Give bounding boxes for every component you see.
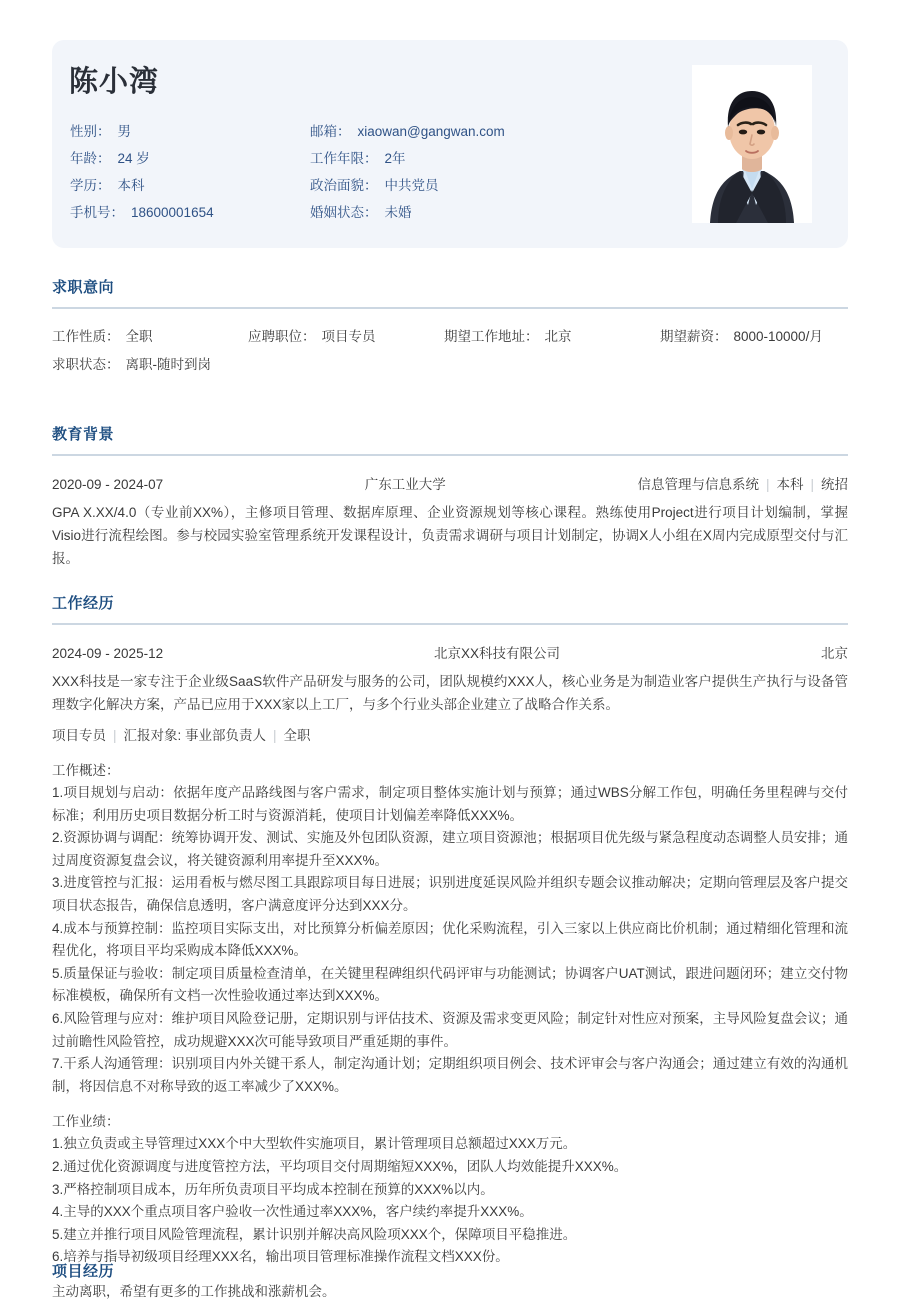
- work-company-intro: XXX科技是一家专注于企业级SaaS软件产品研发与服务的公司，团队规模约XXX人，核心业务是为制造业客户提供生产执行与设备管理数字化解决方案，产品已应用于XXX家以上工厂，与多个行业头部企业建立了战略合作关系。: [52, 674, 848, 712]
- section-title-job-intention: 求职意向: [52, 279, 115, 296]
- work-job-type: 全职: [283, 728, 311, 743]
- education-entry-header: [52, 473, 848, 493]
- section-education: [52, 425, 848, 570]
- profile-field-age-label: 年龄：: [70, 151, 111, 166]
- work-leave-reason: 主动离职，希望有更多的工作挑战和涨薪机会。: [52, 1283, 336, 1299]
- profile-field-marital: [310, 199, 650, 226]
- profile-field-political-value: 中共党员: [384, 178, 439, 193]
- intent-field-position-value: 项目专员: [321, 329, 376, 344]
- profile-field-age: [70, 145, 310, 172]
- intent-field-status-value: 离职-随时到岗: [125, 357, 211, 372]
- profile-field-experience-value: 2年: [384, 151, 406, 166]
- education-admission: 统招: [821, 477, 848, 492]
- job-intention-row-1: [52, 323, 848, 351]
- section-divider: [52, 454, 848, 456]
- page-title: 陈小湾: [69, 66, 160, 98]
- profile-field-gender-value: 男: [117, 124, 131, 139]
- work-overview-item: 3.进度管控与汇报：运用看板与燃尽图工具跟踪项目每日进展；识别进度延误风险并组织专题会议推动解决；定期向管理层及客户提交项目状态报告，确保信息透明，客户满意度评分达到XXX分。: [52, 875, 848, 913]
- education-description: GPA X.XX/4.0（专业前XX%），主修项目管理、数据库原理、企业资源规划等核心课程。熟练使用Project进行项目计划编制，掌握Visio进行流程绘图。参与校园实验室管理系统开发课程设计，负责需求调研与项目计划制定，协调X人小组在X周内完成原型交付与汇报。: [52, 505, 848, 566]
- profile-info-grid: [70, 118, 670, 226]
- work-achievement-item: 6.培养与指导初级项目经理XXX名，输出项目管理标准操作流程文档XXX份。: [52, 1249, 509, 1265]
- education-degree: 本科: [776, 477, 804, 492]
- education-school: 广东工业大学: [364, 477, 446, 492]
- intent-field-status: [52, 351, 211, 379]
- profile-field-marital-label: 婚姻状态：: [310, 205, 378, 220]
- intent-field-location: [444, 323, 660, 351]
- work-overview-item: 7.干系人沟通管理：识别项目内外关键干系人，制定沟通计划；定期组织项目例会、技术评审会与客户沟通会；通过建立有效的沟通机制，将因信息不对称导致的返工率减少了XXX%。: [52, 1056, 848, 1094]
- work-report-to: 汇报对象: 事业部负责人: [123, 728, 267, 743]
- profile-field-gender-label: 性别：: [70, 124, 111, 139]
- section-work-experience: [52, 594, 848, 1303]
- meta-separator: |: [810, 477, 814, 492]
- profile-field-phone-value: 18600001654: [131, 205, 214, 220]
- work-achievement-item: 4.主导的XXX个重点项目客户验收一次性通过率XXX%，客户续约率提升XXX%。: [52, 1204, 533, 1220]
- intent-field-job-type: [52, 323, 248, 351]
- profile-info-row: [70, 145, 670, 172]
- section-project-experience: [52, 1262, 848, 1282]
- intent-field-salary: [660, 323, 823, 351]
- work-achievement-item: 2.通过优化资源调度与进度管控方法，平均项目交付周期缩短XXX%，团队人均效能提升XXX%。: [52, 1158, 628, 1174]
- profile-field-email-label: 邮箱：: [310, 124, 351, 139]
- work-location: 北京: [821, 646, 848, 661]
- intent-field-job-type-label: 工作性质：: [52, 329, 120, 344]
- profile-field-marital-value: 未婚: [384, 205, 412, 220]
- work-overview-title: 工作概述：: [52, 763, 120, 778]
- work-company: 北京XX科技有限公司: [434, 646, 561, 661]
- work-achievement-title: 工作业绩：: [52, 1114, 120, 1130]
- section-title-project-experience: 项目经历: [52, 1263, 115, 1280]
- profile-header-card: [52, 40, 848, 248]
- work-achievement-item: 3.严格控制项目成本，历年所负责项目平均成本控制在预算的XXX%以内。: [52, 1181, 494, 1197]
- profile-field-phone: [70, 199, 310, 226]
- profile-field-email: [310, 118, 650, 145]
- section-title-work-experience: 工作经历: [52, 595, 115, 612]
- work-overview-item: 6.风险管理与应对：维护项目风险登记册，定期识别与评估技术、资源及需求变更风险；制定针对性应对预案，主导风险复盘会议；通过前瞻性风险管控，成功规避XXX次可能导致项目严重延期的事件。: [52, 1010, 848, 1049]
- avatar: [692, 65, 812, 223]
- section-divider: [52, 307, 848, 309]
- profile-field-age-value: 24 岁: [117, 151, 150, 166]
- profile-field-experience-label: 工作年限：: [310, 151, 378, 166]
- profile-field-political: [310, 172, 650, 199]
- intent-field-location-value: 北京: [544, 329, 572, 344]
- profile-field-political-label: 政治面貌：: [310, 178, 378, 193]
- profile-field-education-label: 学历：: [70, 178, 111, 193]
- work-role-line: [52, 724, 848, 747]
- intent-field-salary-label: 期望薪资：: [660, 329, 728, 344]
- intent-field-salary-value: 8000-10000/月: [733, 329, 823, 344]
- intent-field-position-label: 应聘职位：: [248, 329, 316, 344]
- spacer: [52, 747, 848, 759]
- profile-field-education-value: 本科: [117, 178, 145, 193]
- work-overview-item: 2.资源协调与调配：统筹协调开发、测试、实施及外包团队资源，建立项目资源池；根据项目优先级与紧急程度动态调整人员安排；通过周度资源复盘会议，将关键资源利用率提升至XXX%。: [52, 830, 848, 868]
- meta-separator: |: [273, 728, 277, 743]
- profile-info-row: [70, 172, 670, 199]
- spacer: [52, 1098, 848, 1110]
- job-intention-row-2: [52, 351, 848, 379]
- profile-field-experience: [310, 145, 650, 172]
- education-meta: [637, 473, 848, 493]
- section-job-intention: [52, 278, 848, 379]
- section-divider: [52, 623, 848, 625]
- profile-field-phone-label: 手机号：: [70, 205, 124, 220]
- work-role: 项目专员: [52, 728, 106, 743]
- portrait-photo-icon: [692, 65, 812, 223]
- work-entry-header: [52, 642, 848, 662]
- intent-field-location-label: 期望工作地址：: [444, 329, 539, 344]
- profile-field-email-value: xiaowan@gangwan.com: [357, 124, 505, 139]
- work-overview-item: 1.项目规划与启动：依据年度产品路线图与客户需求，制定项目整体实施计划与预算；通过WBS分解工作包，明确任务里程碑与交付标准；利用历史项目数据分析工时与资源消耗，使项目计划偏差率降低XXX%。: [52, 785, 848, 823]
- work-achievement-item: 5.建立并推行项目风险管理流程，累计识别并解决高风险项XXX个，保障项目平稳推进。: [52, 1226, 577, 1242]
- work-date: 2024-09 - 2025-12: [52, 646, 164, 661]
- education-major: 信息管理与信息系统: [637, 477, 759, 492]
- work-overview-item: 4.成本与预算控制：监控项目实际支出，对比预算分析偏差原因；优化采购流程，引入三家以上供应商比价机制；通过精细化管理和流程优化，将项目平均采购成本降低XXX%。: [52, 920, 848, 959]
- profile-info-row: [70, 118, 670, 145]
- section-title-education: 教育背景: [52, 426, 115, 443]
- profile-info-row: [70, 199, 670, 226]
- meta-separator: |: [765, 477, 770, 492]
- education-date: 2020-09 - 2024-07: [52, 477, 164, 492]
- intent-field-job-type-value: 全职: [125, 329, 153, 344]
- work-achievement-item: 1.独立负责或主导管理过XXX个中大型软件实施项目，累计管理项目总额超过XXX万元。: [52, 1136, 577, 1152]
- intent-field-position: [248, 323, 444, 351]
- work-overview-item: 5.质量保证与验收：制定项目质量检查清单，在关键里程碑组织代码评审与功能测试；协调客户UAT测试，跟进问题闭环；建立交付物标准模板，确保所有文档一次性验收通过率达到XXX%。: [52, 965, 848, 1004]
- profile-field-gender: [70, 118, 310, 145]
- meta-separator: |: [113, 728, 117, 743]
- intent-field-status-label: 求职状态：: [52, 357, 120, 372]
- profile-field-education: [70, 172, 310, 199]
